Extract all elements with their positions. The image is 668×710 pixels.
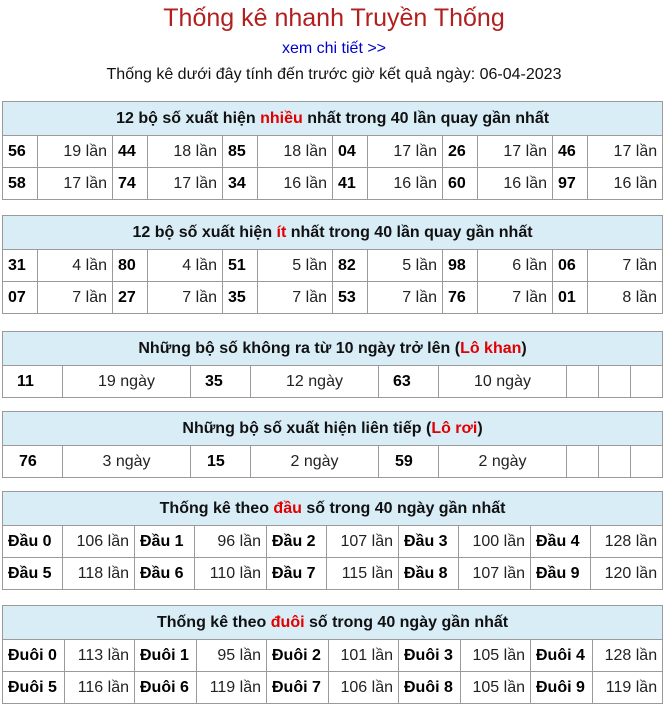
- dau-count: 107 lần: [327, 526, 399, 558]
- dau-label: Đầu 2: [267, 526, 327, 558]
- table-row: [3, 672, 663, 704]
- dau-label: Đầu 6: [135, 558, 195, 590]
- dau-label: Đầu 3: [399, 526, 459, 558]
- dau-count: 118 lần: [63, 558, 135, 590]
- pair-number: 98: [443, 250, 478, 282]
- duoi-count: 119 lần: [197, 672, 267, 704]
- pair-count: 16 lần: [258, 168, 333, 200]
- pair-count: 18 lần: [148, 136, 223, 168]
- pair-count: 16 lần: [478, 168, 553, 200]
- pair-number: 76: [3, 446, 63, 478]
- pair-count: 4 lần: [148, 250, 223, 282]
- pair-number: 07: [3, 282, 38, 314]
- most-frequent-table: [2, 101, 663, 200]
- lo-roi-heading: Những bộ số xuất hiện liên tiếp (Lô rơi): [3, 412, 663, 446]
- pair-days: 3 ngày: [63, 446, 191, 478]
- pair-count: 6 lần: [478, 250, 553, 282]
- table-row: [3, 168, 663, 200]
- duoi-label: Đuôi 8: [399, 672, 461, 704]
- duoi-label: Đuôi 7: [267, 672, 329, 704]
- dau-label: Đầu 0: [3, 526, 63, 558]
- dau-count: 115 lần: [327, 558, 399, 590]
- most-frequent-heading: 12 bộ số xuất hiện nhiều nhất trong 40 lần quay gần nhất: [3, 102, 663, 136]
- pair-number: 74: [113, 168, 148, 200]
- duoi-count: 106 lần: [329, 672, 399, 704]
- dau-count: 128 lần: [591, 526, 663, 558]
- pair-number: 27: [113, 282, 148, 314]
- duoi-label: Đuôi 3: [399, 640, 461, 672]
- pair-count: 8 lần: [588, 282, 663, 314]
- pair-number: 44: [113, 136, 148, 168]
- pair-number: 59: [379, 446, 439, 478]
- dau-label: Đầu 5: [3, 558, 63, 590]
- dau-label: Đầu 8: [399, 558, 459, 590]
- dau-label: Đầu 9: [531, 558, 591, 590]
- pair-days: 19 ngày: [63, 366, 191, 398]
- pair-count: 17 lần: [368, 136, 443, 168]
- table-row: [3, 282, 663, 314]
- pair-count: 7 lần: [148, 282, 223, 314]
- empty-cell: [631, 446, 663, 478]
- duoi-label: Đuôi 1: [135, 640, 197, 672]
- duoi-table: [2, 605, 663, 704]
- pair-number: 01: [553, 282, 588, 314]
- detail-link[interactable]: xem chi tiết >>: [281, 40, 387, 57]
- pair-number: 76: [443, 282, 478, 314]
- pair-count: 19 lần: [38, 136, 113, 168]
- table-row: [3, 640, 663, 672]
- duoi-label: Đuôi 4: [531, 640, 593, 672]
- duoi-count: 113 lần: [65, 640, 135, 672]
- pair-number: 63: [379, 366, 439, 398]
- pair-number: 11: [3, 366, 63, 398]
- pair-number: 82: [333, 250, 368, 282]
- pair-number: 51: [223, 250, 258, 282]
- least-frequent-heading: 12 bộ số xuất hiện ít nhất trong 40 lần quay gần nhất: [3, 216, 663, 250]
- pair-number: 35: [223, 282, 258, 314]
- table-row: [3, 446, 663, 478]
- page-title: Thống kê nhanh Truyền Thống: [163, 4, 505, 32]
- duoi-label: Đuôi 6: [135, 672, 197, 704]
- dau-label: Đầu 4: [531, 526, 591, 558]
- pair-count: 16 lần: [368, 168, 443, 200]
- dau-count: 96 lần: [195, 526, 267, 558]
- pair-number: 26: [443, 136, 478, 168]
- pair-count: 7 lần: [368, 282, 443, 314]
- pair-days: 12 ngày: [251, 366, 379, 398]
- empty-cell: [631, 366, 663, 398]
- pair-number: 06: [553, 250, 588, 282]
- pair-number: 04: [333, 136, 368, 168]
- pair-count: 7 lần: [478, 282, 553, 314]
- pair-count: 16 lần: [588, 168, 663, 200]
- dau-table: [2, 491, 663, 590]
- pair-days: 10 ngày: [439, 366, 567, 398]
- empty-cell: [599, 366, 631, 398]
- pair-number: 34: [223, 168, 258, 200]
- dau-count: 100 lần: [459, 526, 531, 558]
- pair-number: 80: [113, 250, 148, 282]
- pair-number: 35: [191, 366, 251, 398]
- duoi-count: 116 lần: [65, 672, 135, 704]
- pair-number: 53: [333, 282, 368, 314]
- duoi-count: 128 lần: [593, 640, 663, 672]
- pair-count: 5 lần: [258, 250, 333, 282]
- pair-number: 46: [553, 136, 588, 168]
- duoi-label: Đuôi 9: [531, 672, 593, 704]
- pair-count: 18 lần: [258, 136, 333, 168]
- dau-count: 107 lần: [459, 558, 531, 590]
- table-row: [3, 136, 663, 168]
- lo-khan-heading: Những bộ số không ra từ 10 ngày trở lên (Lô khan): [3, 332, 663, 366]
- least-frequent-table: [2, 215, 663, 314]
- duoi-count: 101 lần: [329, 640, 399, 672]
- table-row: [3, 558, 663, 590]
- lo-khan-table: [2, 331, 663, 398]
- pair-number: 58: [3, 168, 38, 200]
- pair-number: 41: [333, 168, 368, 200]
- table-row: [3, 250, 663, 282]
- pair-count: 17 lần: [478, 136, 553, 168]
- dau-label: Đầu 7: [267, 558, 327, 590]
- duoi-label: Đuôi 2: [267, 640, 329, 672]
- pair-number: 31: [3, 250, 38, 282]
- dau-count: 120 lần: [591, 558, 663, 590]
- pair-count: 17 lần: [148, 168, 223, 200]
- pair-number: 56: [3, 136, 38, 168]
- pair-days: 2 ngày: [439, 446, 567, 478]
- page-subtitle: Thống kê dưới đây tính đến trước giờ kết quả ngày: 06-04-2023: [106, 66, 562, 83]
- pair-number: 85: [223, 136, 258, 168]
- empty-cell: [599, 446, 631, 478]
- pair-count: 7 lần: [38, 282, 113, 314]
- duoi-count: 119 lần: [593, 672, 663, 704]
- duoi-label: Đuôi 0: [3, 640, 65, 672]
- pair-count: 17 lần: [588, 136, 663, 168]
- pair-count: 7 lần: [588, 250, 663, 282]
- pair-count: 4 lần: [38, 250, 113, 282]
- dau-count: 110 lần: [195, 558, 267, 590]
- pair-count: 7 lần: [258, 282, 333, 314]
- pair-days: 2 ngày: [251, 446, 379, 478]
- pair-number: 60: [443, 168, 478, 200]
- dau-label: Đầu 1: [135, 526, 195, 558]
- duoi-count: 95 lần: [197, 640, 267, 672]
- duoi-label: Đuôi 5: [3, 672, 65, 704]
- dau-count: 106 lần: [63, 526, 135, 558]
- empty-cell: [567, 446, 599, 478]
- pair-number: 15: [191, 446, 251, 478]
- pair-count: 17 lần: [38, 168, 113, 200]
- duoi-count: 105 lần: [461, 640, 531, 672]
- dau-heading: Thống kê theo đầu số trong 40 ngày gần nhất: [3, 492, 663, 526]
- duoi-heading: Thống kê theo đuôi số trong 40 ngày gần nhất: [3, 606, 663, 640]
- pair-number: 97: [553, 168, 588, 200]
- table-row: [3, 366, 663, 398]
- empty-cell: [567, 366, 599, 398]
- table-row: [3, 526, 663, 558]
- duoi-count: 105 lần: [461, 672, 531, 704]
- lo-roi-table: [2, 411, 663, 478]
- pair-count: 5 lần: [368, 250, 443, 282]
